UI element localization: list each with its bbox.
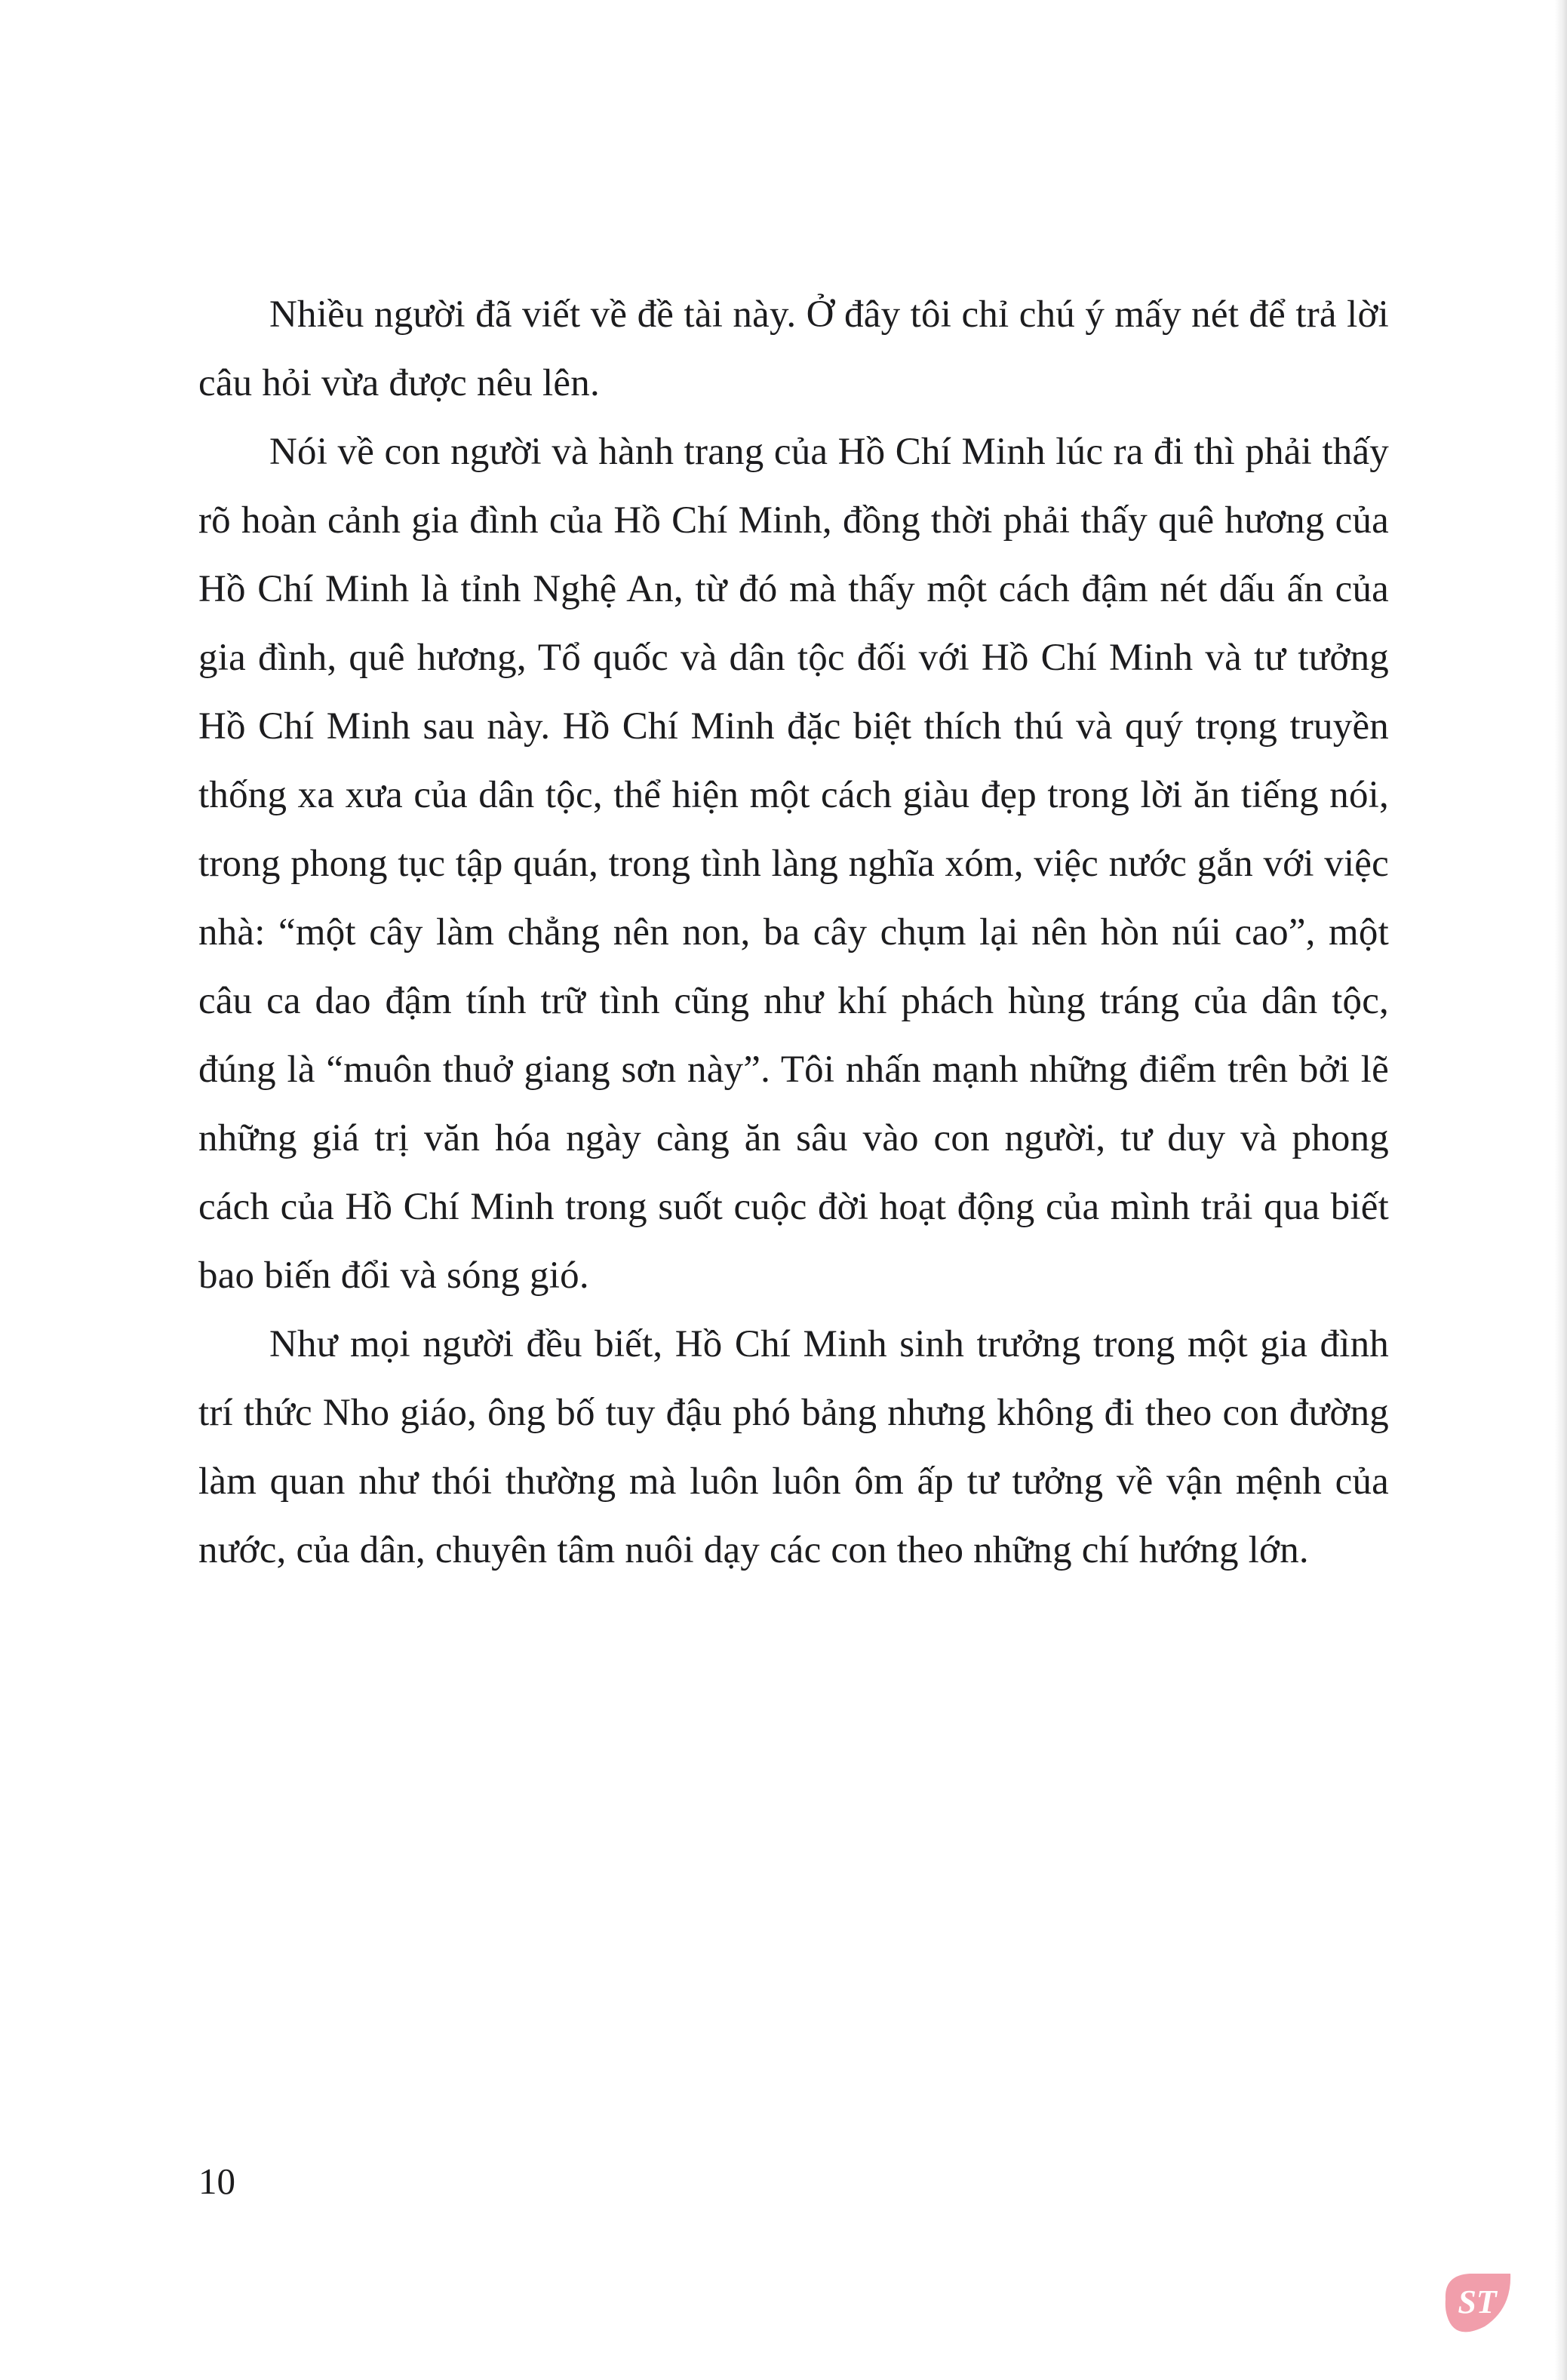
page-edge-shadow: [1555, 0, 1567, 2380]
publisher-logo-icon: [1439, 2269, 1515, 2339]
page-number: 10: [198, 2160, 235, 2202]
paragraph: Như mọi người đều biết, Hồ Chí Minh sinh trưởng trong một gia đình trí thức Nho giáo, ông bố tuy đậu phó bảng nhưng không đi theo con đường làm quan như thói thường mà luôn luôn ôm ấp tư tưởng về vận mệnh của nước, của dân, chuyên tâm nuôi dạy các con theo những chí hướng lớn.: [198, 1323, 1389, 1571]
text-block: [198, 281, 1389, 1585]
paragraph: Nói về con người và hành trang của Hồ Chí Minh lúc ra đi thì phải thấy rõ hoàn cảnh gia đình của Hồ Chí Minh, đồng thời phải thấy quê hương của Hồ Chí Minh là tỉnh Nghệ An, từ đó mà thấy một cách đậm nét dấu ấn của gia đình, quê hương, Tổ quốc và dân tộc đối với Hồ Chí Minh và tư tưởng Hồ Chí Minh sau này. Hồ Chí Minh đặc biệt thích thú và quý trọng truyền thống xa xưa của dân tộc, thể hiện một cách giàu đẹp trong lời ăn tiếng nói, trong phong tục tập quán, trong tình làng nghĩa xóm, việc nước gắn với việc nhà: “một cây làm chẳng nên non, ba cây chụm lại nên hòn núi cao”, một câu ca dao đậm tính trữ tình cũng như khí phách hùng tráng của dân tộc, đúng là “muôn thuở giang sơn này”. Tôi nhấn mạnh những điểm trên bởi lẽ những giá trị văn hóa ngày càng ăn sâu vào con người, tư duy và phong cách của Hồ Chí Minh trong suốt cuộc đời hoạt động của mình trải qua biết bao biến đổi và sóng gió.: [198, 431, 1389, 1297]
publisher-logo: [1439, 2269, 1515, 2339]
logo-text: ST: [1458, 2283, 1497, 2320]
paragraph: Nhiều người đã viết về đề tài này. Ở đây tôi chỉ chú ý mấy nét để trả lời câu hỏi vừa được nêu lên.: [198, 293, 1389, 404]
